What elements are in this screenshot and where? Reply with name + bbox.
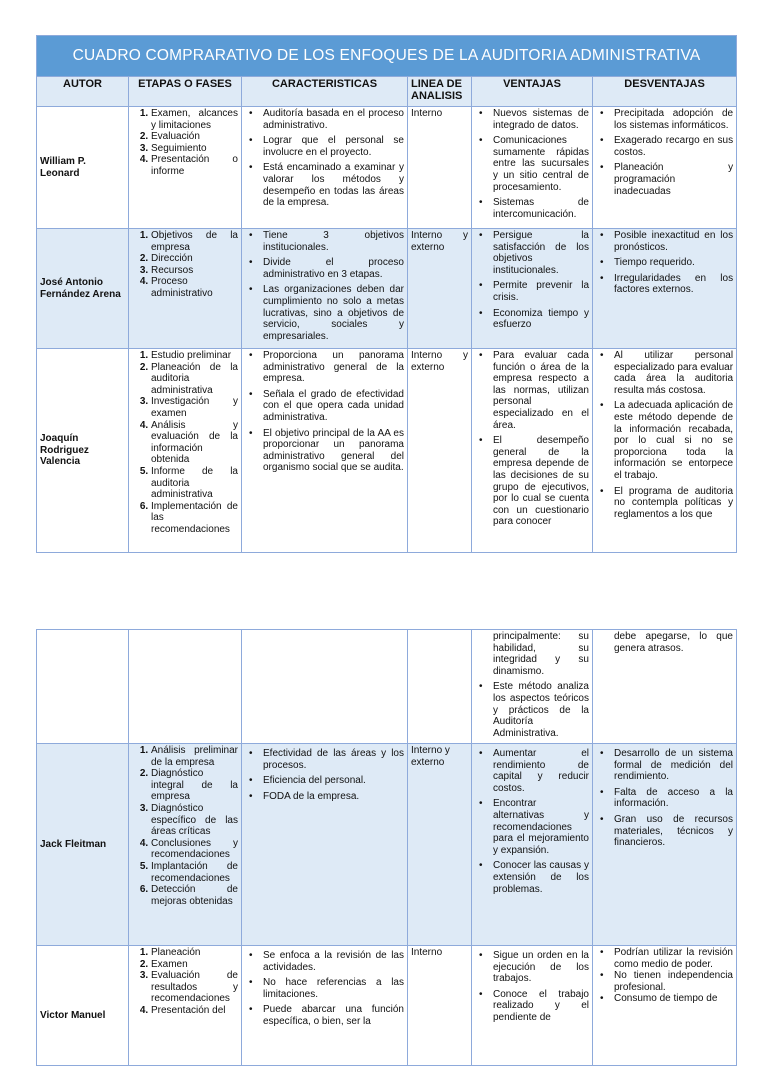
- ventaja-item: • Encontrar alternativas y recomendaciones para el mejoramiento y expansión.: [493, 798, 589, 856]
- caracteristica-item: • Se enfoca a la revisión de las actividades.: [263, 950, 404, 973]
- caracteristicas-cell: [242, 744, 408, 946]
- table-row: [37, 107, 737, 229]
- header-etapas: ETAPAS O FASES: [129, 77, 242, 107]
- ventaja-item: • Conoce el trabajo realizado y el pendiente de: [493, 989, 589, 1024]
- comparison-table: [36, 35, 737, 553]
- ventaja-item: • Persigue la satisfacción de los objetivos institucionales.: [493, 230, 589, 276]
- etapas-cell: [129, 349, 242, 553]
- etapa-item: 2. Planeación de la auditoria administrativa: [151, 362, 238, 397]
- etapa-item: 3. Diagnóstico específico de las áreas críticas: [151, 803, 238, 838]
- etapa-item: 1. Objetivos de la empresa: [151, 230, 238, 253]
- desventajas-cell: [593, 744, 737, 946]
- caracteristica-item: • Efectividad de las áreas y los procesos.: [263, 748, 404, 771]
- etapa-item: 3. Recursos: [151, 265, 238, 277]
- ventaja-continuation: principalmente: su habilidad, su integridad y su dinamismo.: [493, 631, 589, 677]
- comparison-table-page-1: [36, 35, 736, 553]
- etapa-item: 1. Examen, alcances y limitaciones: [151, 108, 238, 131]
- table-row: [37, 349, 737, 553]
- author-cell: [37, 630, 129, 744]
- caracteristica-item: • Puede abarcar una función específica, o bien, ser la: [263, 1004, 404, 1027]
- header-linea: LINEA DE ANALISIS: [408, 77, 472, 107]
- etapa-item: 2. Examen: [151, 959, 238, 971]
- etapa-item: 4. Conclusiones y recomendaciones: [151, 838, 238, 861]
- header-autor: AUTOR: [37, 77, 129, 107]
- etapa-item: 2. Dirección: [151, 253, 238, 265]
- author-cell: Victor Manuel: [37, 946, 129, 1066]
- caracteristicas-cell: [242, 946, 408, 1066]
- caracteristica-item: • Auditoría basada en el proceso administrativo.: [263, 108, 404, 131]
- table-row: [37, 630, 737, 744]
- ventaja-item: • Sistemas de intercomunicación.: [493, 197, 589, 220]
- desventaja-item: • Posible inexactitud en los pronósticos.: [614, 230, 733, 253]
- desventajas-cell: [593, 946, 737, 1066]
- ventaja-item: • Comunicaciones sumamente rápidas entre las sucursales y un sitio central de procesamiento.: [493, 135, 589, 193]
- desventaja-item: • El programa de auditoria no contempla políticas y reglamentos a los que: [614, 486, 733, 521]
- header-ventajas: VENTAJAS: [472, 77, 593, 107]
- desventajas-cell: [593, 229, 737, 349]
- etapas-cell: [129, 946, 242, 1066]
- etapa-item: 1. Estudio preliminar: [151, 350, 238, 362]
- ventajas-cell: [472, 744, 593, 946]
- author-cell: Jack Fleitman: [37, 744, 129, 946]
- etapa-item: 3. Investigación y examen: [151, 396, 238, 419]
- linea-cell: Interno y externo: [408, 229, 472, 349]
- desventajas-cell: [593, 349, 737, 553]
- desventaja-item: • Al utilizar personal especializado para evaluar cada área la auditoria resulta más costosa.: [614, 350, 733, 396]
- ventaja-item: • Para evaluar cada función o área de la empresa respecto a las normas, utilizan personal especializado en el área.: [493, 350, 589, 431]
- desventaja-item: • Gran uso de recursos materiales, técnicos y financieros.: [614, 814, 733, 849]
- etapa-item: 5. Informe de la auditoria administrativa: [151, 466, 238, 501]
- desventaja-item: • Exagerado recargo en sus costos.: [614, 135, 733, 158]
- comparison-table-page-2: [36, 629, 736, 1066]
- ventaja-item: • El desempeño general de la empresa depende de las decisiones de su grupo de ejecutivos, por lo cual se cuenta con un cuestionario para conocer: [493, 435, 589, 528]
- author-cell: Joaquín Rodriguez Valencia: [37, 349, 129, 553]
- desventaja-item: • Desarrollo de un sistema formal de medición del rendimiento.: [614, 748, 733, 783]
- etapa-item: 4. Proceso administrativo: [151, 276, 238, 299]
- table-row: [37, 229, 737, 349]
- caracteristica-item: • Las organizaciones deben dar cumplimiento no solo a metas lucrativas, sino a objetivos de servicio, sociales y empresariales.: [263, 284, 404, 342]
- ventaja-item: • Sigue un orden en la ejecución de los trabajos.: [493, 950, 589, 985]
- ventaja-item: • Permite prevenir la crisis.: [493, 280, 589, 303]
- desventajas-cell: [593, 107, 737, 229]
- ventaja-item: • Este método analiza los aspectos teóricos y prácticos de la Auditoría Administrativa.: [493, 681, 589, 739]
- linea-cell: Interno y externo: [408, 349, 472, 553]
- comparison-table-continued: [36, 629, 737, 1066]
- caracteristica-item: • Tiene 3 objetivos institucionales.: [263, 230, 404, 253]
- linea-cell: Interno y externo: [408, 744, 472, 946]
- header-caracteristicas: CARACTERISTICAS: [242, 77, 408, 107]
- desventajas-cell: [593, 630, 737, 744]
- etapas-cell: [129, 229, 242, 349]
- table-row: [37, 744, 737, 946]
- ventajas-cell: [472, 229, 593, 349]
- caracteristica-item: • Eficiencia del personal.: [263, 775, 404, 787]
- etapas-cell: [129, 630, 242, 744]
- caracteristicas-cell: [242, 349, 408, 553]
- linea-cell: [408, 630, 472, 744]
- etapa-item: 3. Evaluación de resultados y recomendaciones: [151, 970, 238, 1005]
- desventaja-item: • Falta de acceso a la información.: [614, 787, 733, 810]
- table-title: CUADRO COMPRARATIVO DE LOS ENFOQUES DE LA AUDITORIA ADMINISTRATIVA: [37, 36, 737, 77]
- etapa-item: 2. Evaluación: [151, 131, 238, 143]
- etapas-cell: [129, 744, 242, 946]
- ventaja-item: • Aumentar el rendimiento de capital y reducir costos.: [493, 748, 589, 794]
- ventaja-item: • Nuevos sistemas de integrado de datos.: [493, 108, 589, 131]
- desventaja-item: • Consumo de tiempo de: [614, 993, 733, 1005]
- header-desventajas: DESVENTAJAS: [593, 77, 737, 107]
- etapa-item: 2. Diagnóstico integral de la empresa: [151, 768, 238, 803]
- desventaja-item: • Tiempo requerido.: [614, 257, 733, 269]
- desventaja-continuation: debe apegarse, lo que genera atrasos.: [614, 631, 733, 654]
- ventajas-cell: [472, 107, 593, 229]
- ventaja-item: • Conocer las causas y extensión de los problemas.: [493, 860, 589, 895]
- desventaja-item: • Planeación y programación inadecuadas: [614, 162, 733, 197]
- linea-cell: Interno: [408, 946, 472, 1066]
- ventajas-cell: [472, 630, 593, 744]
- caracteristica-item: • Proporciona un panorama administrativo general de la empresa.: [263, 350, 404, 385]
- etapa-item: 1. Planeación: [151, 947, 238, 959]
- table-row: [37, 946, 737, 1066]
- desventaja-item: • No tienen independencia profesional.: [614, 970, 733, 993]
- caracteristica-item: • FODA de la empresa.: [263, 791, 404, 803]
- caracteristica-item: • El objetivo principal de la AA es proporcionar un panorama administrativo general del organismo social que se audita.: [263, 428, 404, 474]
- etapa-item: 6. Implementación de las recomendaciones: [151, 501, 238, 536]
- desventaja-item: • La adecuada aplicación de este método depende de la información recabada, por lo cual si no se proporciona toda la información se entorpece el trabajo.: [614, 400, 733, 481]
- author-cell: José Antonio Fernández Arena: [37, 229, 129, 349]
- etapa-item: 3. Seguimiento: [151, 143, 238, 155]
- caracteristica-item: • Divide el proceso administrativo en 3 etapas.: [263, 257, 404, 280]
- desventaja-item: • Precipitada adopción de los sistemas informáticos.: [614, 108, 733, 131]
- etapa-item: 4. Análisis y evaluación de la información obtenida: [151, 420, 238, 466]
- ventaja-item: • Economiza tiempo y esfuerzo: [493, 308, 589, 331]
- linea-cell: Interno: [408, 107, 472, 229]
- author-cell: William P. Leonard: [37, 107, 129, 229]
- desventaja-item: • Irregularidades en los factores externos.: [614, 273, 733, 296]
- caracteristica-item: • Está encaminado a examinar y valorar los métodos y desempeño en todas las áreas de la empresa.: [263, 162, 404, 208]
- etapa-item: 6. Detección de mejoras obtenidas: [151, 884, 238, 907]
- ventajas-cell: [472, 946, 593, 1066]
- desventaja-item: • Podrían utilizar la revisión como medio de poder.: [614, 947, 733, 970]
- caracteristica-item: • No hace referencias a las limitaciones.: [263, 977, 404, 1000]
- caracteristica-item: • Señala el grado de efectividad con el que opera cada unidad administrativa.: [263, 389, 404, 424]
- caracteristica-item: • Lograr que el personal se involucre en el proyecto.: [263, 135, 404, 158]
- caracteristicas-cell: [242, 630, 408, 744]
- caracteristicas-cell: [242, 229, 408, 349]
- caracteristicas-cell: [242, 107, 408, 229]
- ventajas-cell: [472, 349, 593, 553]
- etapa-item: 4. Presentación o informe: [151, 154, 238, 177]
- etapa-item: 4. Presentación del: [151, 1005, 238, 1017]
- etapas-cell: [129, 107, 242, 229]
- etapa-item: 5. Implantación de recomendaciones: [151, 861, 238, 884]
- etapa-item: 1. Análisis preliminar de la empresa: [151, 745, 238, 768]
